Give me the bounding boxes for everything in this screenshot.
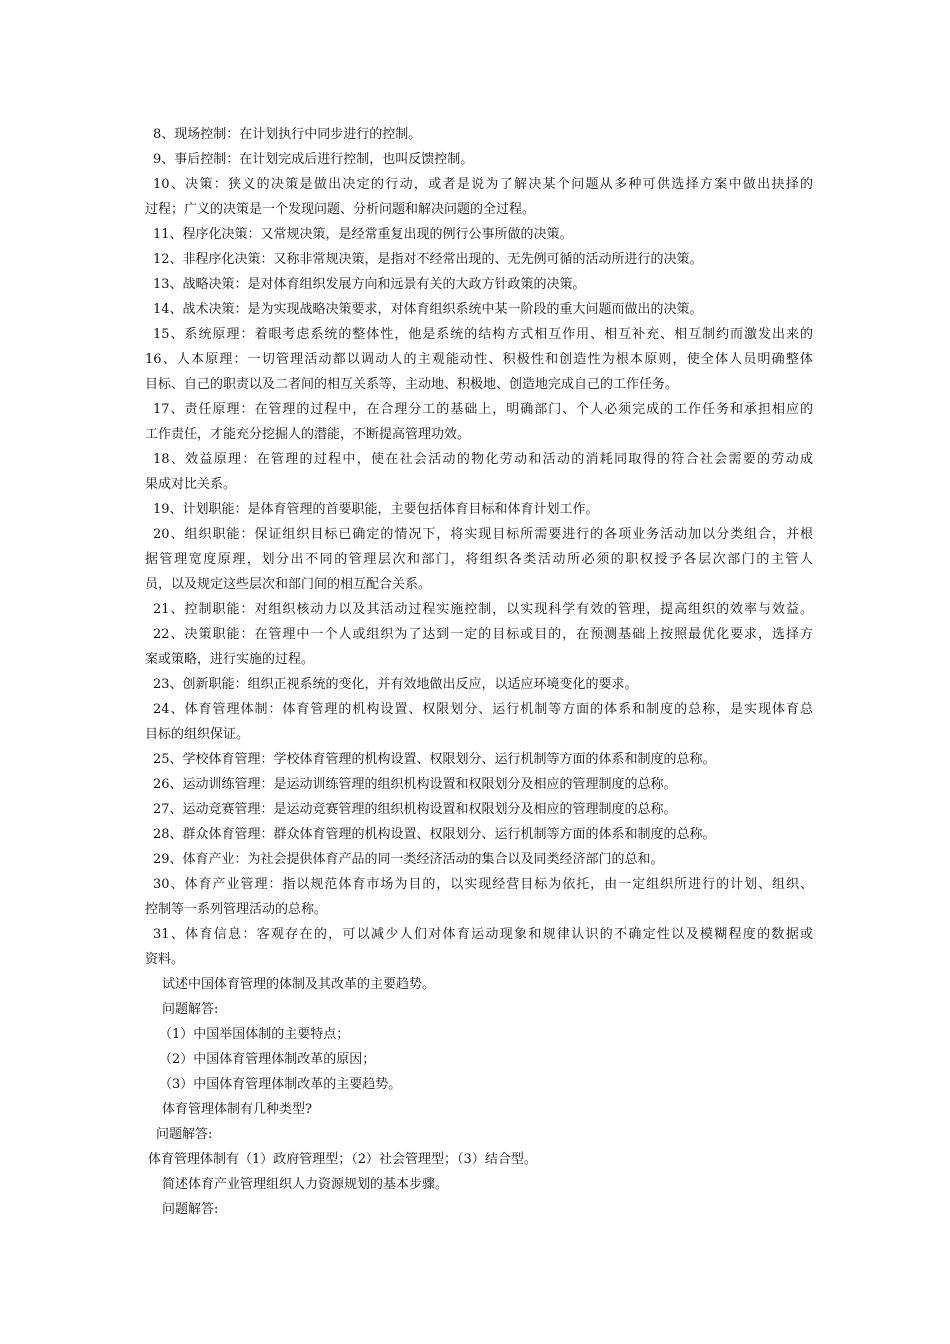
text-line: 20、组织职能：保证组织目标已确定的情况下，将实现目标所需要进行的各项业务活动加以分类组合，并根: [153, 527, 813, 542]
text-line: 15、系统原理：着眼考虑系统的整体性，他是系统的结构方式相互作用、相互补充、相互制约而激发出来的: [153, 327, 813, 342]
text-line: 25、学校体育管理：学校体育管理的机构设置、权限划分、运行机制等方面的体系和制度的总称。: [153, 752, 716, 767]
answer-item: （2）中国体育管理体制改革的原因；: [159, 1052, 376, 1067]
text-line: 11、程序化决策：又常规决策，是经常重复出现的例行公事所做的决策。: [153, 227, 573, 242]
text-line: 14、战术决策：是为实现战略决策要求，对体育组织系统中某一阶段的重大问题而做出的决策。: [153, 302, 703, 317]
text-line: 26、运动训练管理：是运动训练管理的组织机构设置和权限划分及相应的管理制度的总称。: [153, 777, 677, 792]
text-line: 资料。: [145, 952, 185, 967]
text-line: 据管理宽度原理，划分出不同的管理层次和部门，将组织各类活动所必须的职权授予各层次部门的主管人: [145, 552, 813, 567]
text-line: 10、决策：狭义的决策是做出决定的行动，或者是说为了解决某个问题从多种可供选择方案中做出抉择的: [153, 177, 813, 192]
text-line: 22、决策职能：在管理中一个人或组织为了达到一定的目标或目的，在预测基础上按照最优化要求，选择方: [153, 627, 813, 642]
answer-label: 问题解答:: [162, 1002, 219, 1017]
text-line: 31、体育信息：客观存在的，可以减少人们对体育运动现象和规律认识的不确定性以及模糊程度的数据或: [153, 927, 813, 942]
text-line: 16、人本原理：一切管理活动都以调动人的主观能动性、积极性和创造性为根本原则，使全体人员明确整体: [145, 352, 813, 367]
question-heading: 试述中国体育管理的体制及其改革的主要趋势。: [162, 977, 436, 992]
text-line: 工作责任，才能充分挖掘人的潜能，不断提高管理功效。: [145, 427, 471, 442]
answer-label: 问题解答:: [156, 1127, 213, 1142]
question-heading: 简述体育产业管理组织人力资源规划的基本步骤。: [162, 1177, 449, 1192]
text-line: 员，以及规定这些层次和部门间的相互配合关系。: [145, 577, 432, 592]
answer-label: 问题解答:: [162, 1202, 219, 1217]
text-line: 12、非程序化决策：又称非常规决策，是指对不经常出现的、无先例可循的活动所进行的决策。: [153, 252, 703, 267]
text-line: 13、战略决策：是对体育组织发展方向和远景有关的大政方针政策的决策。: [153, 277, 586, 292]
text-line: 17、责任原理：在管理的过程中，在合理分工的基础上，明确部门、个人必须完成的工作任务和承担相应的: [153, 402, 813, 417]
text-line: 27、运动竞赛管理：是运动竞赛管理的组织机构设置和权限划分及相应的管理制度的总称。: [153, 802, 677, 817]
text-line: 29、体育产业：为社会提供体育产品的同一类经济活动的集合以及同类经济部门的总和。: [153, 852, 664, 867]
answer-item: （1）中国举国体制的主要特点；: [159, 1027, 350, 1042]
text-line: 目标的组织保证。: [145, 727, 250, 742]
question-heading: 体育管理体制有几种类型?: [162, 1102, 312, 1117]
text-line: 果成对比关系。: [145, 477, 237, 492]
text-line: 18、效益原理：在管理的过程中，使在社会活动的物化劳动和活动的消耗同取得的符合社会需要的劳动成: [153, 452, 813, 467]
answer-item: （3）中国体育管理体制改革的主要趋势。: [159, 1077, 402, 1092]
text-line: 24、体育管理体制：体育管理的机构设置、权限划分、运行机制等方面的体系和制度的总称，是实现体育总: [153, 702, 813, 717]
text-line: 8、现场控制：在计划执行中同步进行的控制。: [153, 127, 422, 142]
text-line: 30、体育产业管理：指以规范体育市场为目的，以实现经营目标为依托，由一定组织所进行的计划、组织、: [153, 877, 813, 892]
text-line: 案或策略，进行实施的过程。: [145, 652, 315, 667]
text-line: 23、创新职能：组织正视系统的变化，并有效地做出反应，以适应环境变化的要求。: [153, 677, 638, 692]
text-line: 19、计划职能：是体育管理的首要职能，主要包括体育目标和体育计划工作。: [153, 502, 599, 517]
text-line: 控制等一系列管理活动的总称。: [145, 902, 328, 917]
text-line: 9、事后控制：在计划完成后进行控制，也叫反馈控制。: [153, 152, 474, 167]
text-line: 目标、自己的职责以及二者间的相互关系等，主动地、积极地、创造地完成自己的工作任务。: [145, 377, 679, 392]
document-body: [145, 122, 813, 1222]
text-line: 28、群众体育管理：群众体育管理的机构设置、权限划分、运行机制等方面的体系和制度的总称。: [153, 827, 716, 842]
text-line: 过程；广义的决策是一个发现问题、分析问题和解决问题的全过程。: [145, 202, 536, 217]
text-line: 21、控制职能：对组织核动力以及其活动过程实施控制，以实现科学有效的管理，提高组织的效率与效益。: [153, 602, 813, 617]
answer-item: 体育管理体制有（1）政府管理型；（2）社会管理型；（3）结合型。: [148, 1152, 537, 1167]
